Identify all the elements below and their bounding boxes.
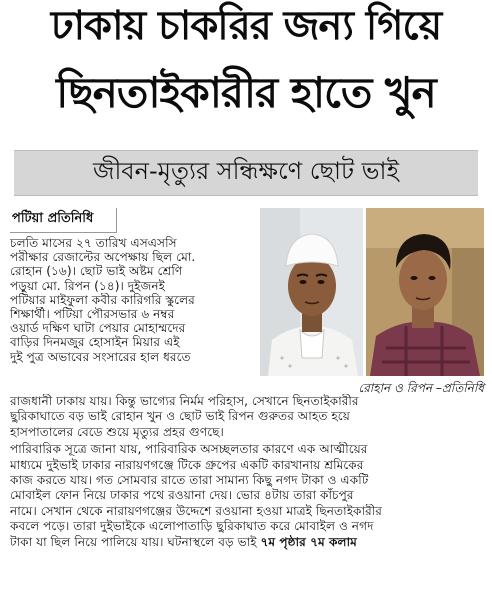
body-line: হাসপাতালের বেডে শুয়ে মৃত্যুর প্রহর গুণছে। [10,424,224,439]
body-line: পারিবারিক সূত্রে জানা যায়, পারিবারিক অসচ্ছলতার কারণে এক আত্মীয়ের [10,442,368,457]
column-line: চলতি মাসের ২৭ তারিখ এসএসসি [10,236,177,250]
byline: পটিয়া প্রতিনিধি [10,208,117,233]
body-line: কাজ করতে যায়। গত সোমবার রাতে তারা সামান্য কিছু নগদ টাকা ও একটি [10,473,369,488]
body-line: ছুরিকাঘাতে বড় ভাই রোহান খুন ও ছোট ভাই রিপন গুরুতর আহত হয়ে [10,409,350,424]
photo-caption: রোহান ও রিপন –প্রতিনিধি [358,381,484,395]
column-line: শিক্ষার্থী। পটিয়া পৌরসভার ৬ নম্বর [10,307,175,322]
rohan-photo [260,208,363,376]
subheadline: জীবন-মৃত্যুর সন্ধিক্ষণে ছোট ভাই [14,150,478,196]
headline-line-1: ঢাকায় চাকরির জন্য গিয়ে [50,3,442,49]
body-line: কবলে পড়ে। তারা দুইভাইকে এলোপাতাড়ি ছুরিকাঘাত করে মোবাইল ও নগদ [10,519,374,534]
jump-reference: ৭ম পৃষ্ঠার ৭ম কলাম [260,534,357,549]
body-line: মোবাইল ফোন নিয়ে ঢাকার পথে রওয়ানা দেয়। ভোর ৪টায় তারা কাঁচপুর [10,488,354,503]
rohan-portrait-image [260,208,363,376]
paragraph-2 [10,442,484,550]
last-line-text: টাকা যা ছিল নিয়ে পালিয়ে যায়। ঘটনাস্থলে বড় ভাই [10,534,261,549]
column-line: দুই পুত্র অভাবের সংসারের হাল ধরতে [10,349,191,364]
body-line: রাজধানী ঢাকায় যায়। কিন্তু ভাগ্যের নির্মম পরিহাস, সেখানে ছিনতাইকারীর [10,394,359,408]
body-text [10,394,484,552]
column-line: রোহান (১৬)। ছোট ভাই অষ্টম শ্রেণি [10,264,183,279]
column-line: পড়ুয়া মো. রিপন (১৪)। দুইজনই [10,278,165,293]
column-line: বাড়ির দিনমজুর হোসাইন মিয়ার এই [10,335,180,350]
body-line: নামে। সেখান থেকে নারায়ণগঞ্জের উদ্দেশে রওয়ানা হওয়া মাত্রই ছিনতাইকারীর [10,503,383,518]
headline-line-2: ছিনতাইকারীর হাতে খুন [56,68,436,117]
paragraph-1 [10,394,484,440]
column-line: পরীক্ষার রেজাল্টের অপেক্ষায় ছিল মো. [10,250,196,265]
body-line: মাধ্যমে দুইভাই ঢাকার নারায়ণগঞ্জে টিকে গ্রুপের একটি কারখানায় শ্রমিকের [10,457,364,472]
body-line-last [10,535,484,550]
ripon-portrait-image [366,208,484,376]
column-line: ওয়ার্ড দক্ষিণ ঘাটা পেয়ার মোহাম্মদের [10,321,186,336]
ripon-photo [366,208,484,376]
column-line: পটিয়ার মাইফুলা কবীর কারিগরি স্কুলের [10,292,195,307]
intro-column [10,236,250,364]
